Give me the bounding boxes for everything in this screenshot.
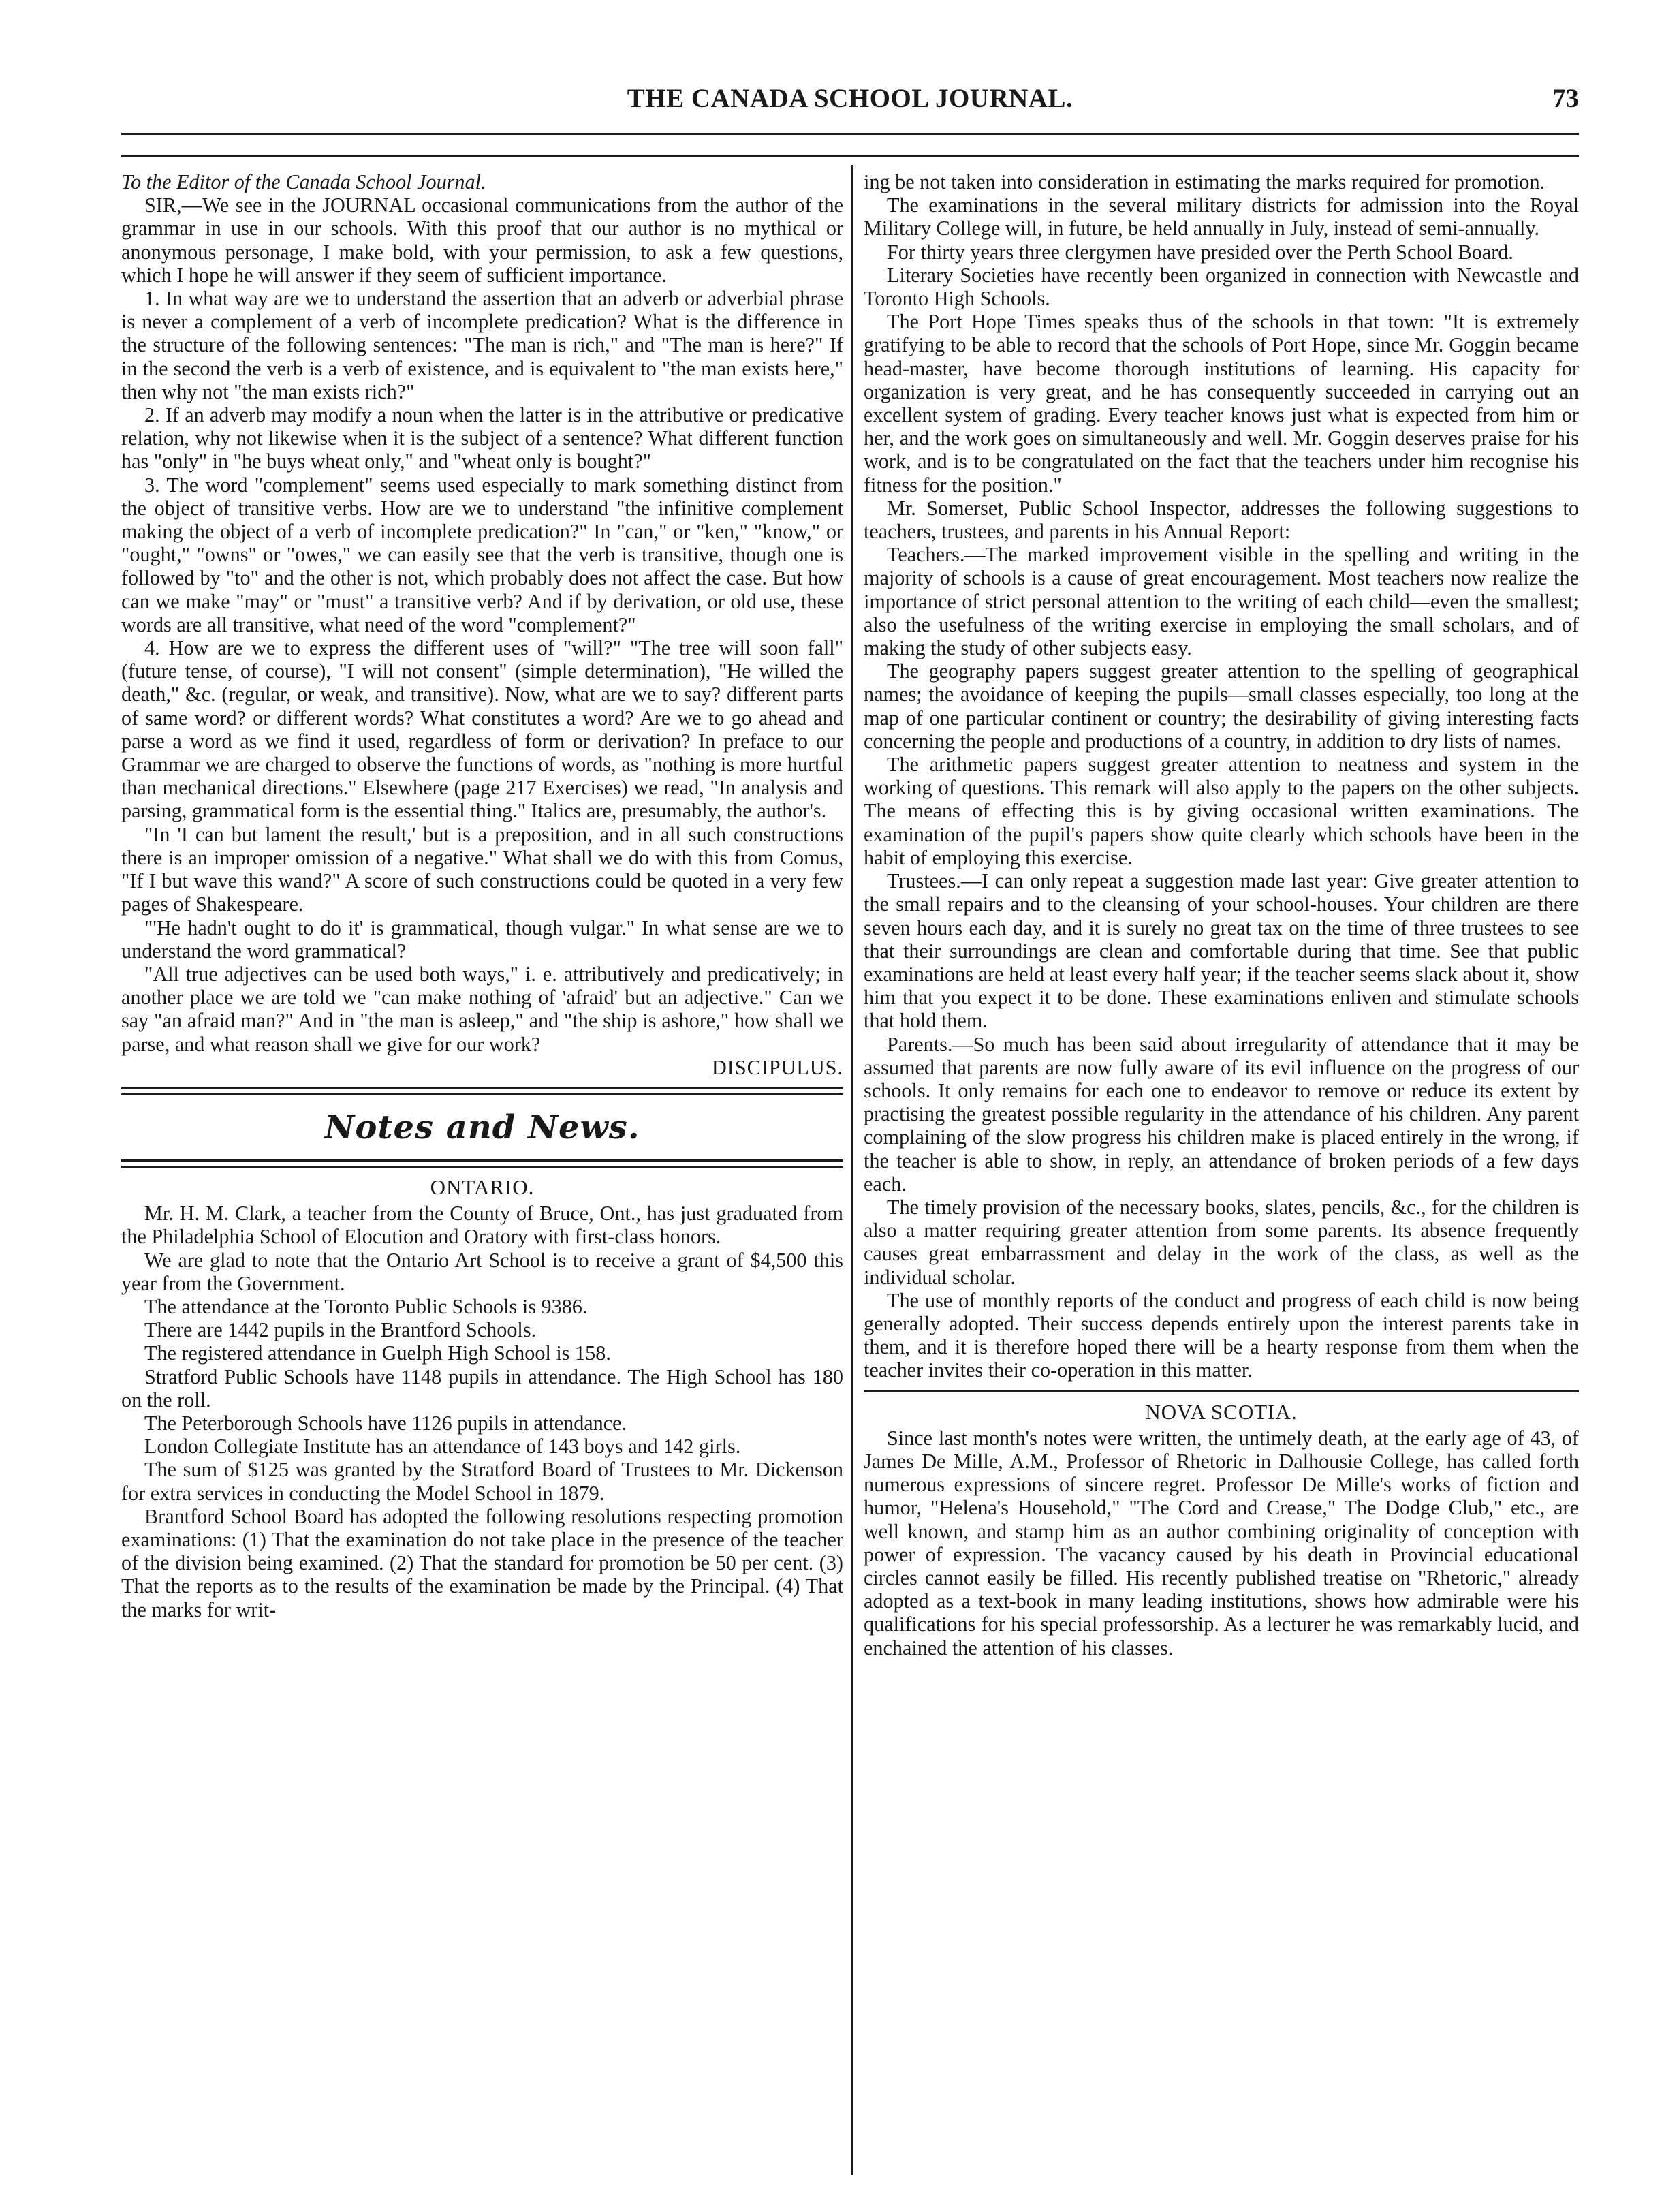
letter-paragraph: "'He hadn't ought to do it' is grammatical, though vulgar." In what sense are we to understand the word grammatical? [121, 916, 843, 963]
news-item: Brantford School Board has adopted the following resolutions respecting promotion examinations: (1) That the examination do not take place in the presence of the teacher of the division being examined. (2) That the standard for promotion be 50 per cent. (3) That the reports as to the results of the examination be made by the Principal. (4) That the marks for writ- [121, 1504, 843, 1621]
letter-paragraph: 3. The word "complement" seems used especially to mark something distinct from the object of transitive verbs. How are we to understand "the infinitive complement making the object of a verb of incomplete predication?" In "can," or "ken," "know," or "ought," "owns" or "owes," we can easily see that the verb is transitive, though one is followed by "to" and the other is not, which probably does not affect the case. But how can we make "may" or "must" a transitive verb? And if by derivation, or old use, these words are all transitive, what need of the word "complement?" [121, 473, 843, 636]
right-column [864, 170, 1579, 1660]
section-title: Notes and News. [324, 1108, 640, 1147]
news-item: London Collegiate Institute has an attendance of 143 boys and 142 girls. [144, 1435, 741, 1459]
ontario-news [121, 1202, 843, 1621]
news-item: For thirty years three clergymen have presided over the Perth School Board. [887, 240, 1513, 264]
news-item: We are glad to note that the Ontario Art School is to receive a grant of $4,500 this year from the Government. [121, 1248, 843, 1295]
news-item: There are 1442 pupils in the Brantford Schools. [144, 1318, 537, 1342]
news-item: The examinations in the several military districts for admission into the Royal Military College will, in future, be held annually in July, instead of semi-annually. [864, 193, 1579, 240]
letter-paragraph: 4. How are we to express the different uses of "will?" "The tree will soon fall" (future tense, of course), "I will not consent" (simple determination), "He willed the death," &c. (regular, or weak, and transitive). Now, what are we to say? different parts of same word? or different words? What constitutes a word? Are we to go ahead and parse a word as we find it used, regardless of form or derivation? In preface to our Grammar we are charged to observe the functions of words, as "nothing is more hurtful than mechanical directions." Elsewhere (page 217 Exercises) we read, "In analysis and parsing, grammatical form is the essential thing." Italics are, presumably, the author's. [121, 636, 843, 823]
news-item: Teachers.—The marked improvement visible in the spelling and writing in the majority of schools is a cause of great encouragement. Most teachers now realize the importance of strict personal attention to the writing of each child—even the smallest; also the usefulness of the writing exercise in employing the small scholars, and of making the study of other subjects easy. [864, 543, 1579, 660]
letter-salutation: To the Editor of the Canada School Journal. [121, 170, 486, 193]
news-item: Mr. H. M. Clark, a teacher from the County of Bruce, Ont., has just graduated from the Philadelphia School of Elocution and Oratory with first-class honors. [121, 1202, 843, 1249]
section-rule-lower [121, 1159, 843, 1168]
column-divider [851, 165, 853, 2175]
news-item: The registered attendance in Guelph High School is 158. [144, 1341, 611, 1365]
news-item: The use of monthly reports of the conduct and progress of each child is now being generally adopted. Their success depends entirely upon the interest parents take in them, and it is therefore hoped there will be a hearty response from them when the teacher invites their co-operation in this matter. [864, 1288, 1579, 1382]
left-column [121, 170, 843, 1621]
letter-paragraph: SIR,—We see in the JOURNAL occasional communications from the author of the grammar in use in our schools. With this proof that our author is no mythical or anonymous personage, I make bold, with your permission, to ask a few questions, which I hope he will answer if they seem of sufficient importance. [121, 193, 843, 287]
news-item: The timely provision of the necessary books, slates, pencils, &c., for the children is also a matter requiring greater attention from some parents. Its absence frequently causes great embarrassment and delay in the work of the class, as well as the individual scholar. [864, 1195, 1579, 1289]
news-item: Parents.—So much has been said about irregularity of attendance that it may be assumed that parents are now fully aware of its evil influence on the progress of our schools. It only remains for each one to endeavor to remove or reduce its extent by practising the greatest possible regularity in the attendance of his children. Any parent complaining of the slow progress his children make is placed entirely in the wrong, if the teacher is able to show, in reply, an attendance of broken periods of a few days each. [864, 1032, 1579, 1196]
news-item: The Peterborough Schools have 1126 pupils in attendance. [144, 1411, 627, 1435]
letter-paragraph: "All true adjectives can be used both ways," i. e. attributively and predicatively; in another place we are told we "can make nothing of 'afraid' but an adjective." Can we say "an afraid man?" And in "the man is asleep," and "the ship is ashore," how shall we parse, and what reason shall we give for our work? [121, 962, 843, 1056]
letter-paragraph: "In 'I can but lament the result,' but is a preposition, and in all such constructions there is an improper omission of a negative." What shall we do with this from Comus, "If I but wave this wand?" A score of such constructions could be quoted in a very few pages of Shakespeare. [121, 822, 843, 916]
page-header [121, 80, 1579, 121]
news-item: Literary Societies have recently been organized in connection with Newcastle and Toronto High Schools. [864, 263, 1579, 311]
header-rule [121, 133, 1579, 135]
news-item: ing be not taken into consideration in estimating the marks required for promotion. [864, 170, 1545, 193]
news-item: The attendance at the Toronto Public Schools is 9386. [144, 1294, 588, 1318]
nova-scotia-heading: NOVA SCOTIA. [1145, 1399, 1298, 1424]
page-number: 73 [1552, 84, 1579, 113]
nova-scotia-rule [864, 1390, 1579, 1392]
ontario-heading: ONTARIO. [430, 1174, 535, 1199]
news-item: The arithmetic papers suggest greater attention to neatness and system in the working of questions. This remark will also apply to the papers on the other subjects. The means of effecting this is by giving occasional written examinations. The examination of the pupil's papers show quite clearly which schools have been in the habit of employing this exercise. [864, 753, 1579, 869]
news-item: The geography papers suggest greater attention to the spelling of geographical names; the avoidance of keeping the pupils—small classes especially, too long at the map of one particular continent or country; the desirability of giving interesting facts concerning the people and productions of a country, in addition to dry lists of names. [864, 659, 1579, 753]
news-item: Mr. Somerset, Public School Inspector, addresses the following suggestions to teachers, trustees, and parents in his Annual Report: [864, 496, 1579, 544]
letter-body [121, 193, 843, 1056]
section-rule-upper [121, 1087, 843, 1095]
header-rule-lower [121, 155, 1579, 157]
news-item: The sum of $125 was granted by the Stratford Board of Trustees to Mr. Dickenson for extra services in conducting the Model School in 1879. [121, 1458, 843, 1505]
journal-title: THE CANADA SCHOOL JOURNAL. [627, 84, 1073, 113]
letter-paragraph: 2. If an adverb may modify a noun when the latter is in the attributive or predicative relation, why not likewise when it is the subject of a sentence? What different function has "only" in "he buys wheat only," and "wheat only is bought?" [121, 403, 843, 473]
news-item: Stratford Public Schools have 1148 pupils in attendance. The High School has 180 on the roll. [121, 1365, 843, 1412]
news-item: Trustees.—I can only repeat a suggestion made last year: Give greater attention to the small repairs and to the cleansing of your school-houses. Your children are there seven hours each day, and it is surely no great tax on the time of three trustees to see that their surroundings are clean and comfortable during that time. See that public examinations are held at least every half year; if the teacher seems slack about it, show him that you expect it to be done. These examinations enliven and stimulate schools that hold them. [864, 869, 1579, 1033]
letter-signature: DISCIPULUS. [712, 1055, 843, 1079]
news-item: Since last month's notes were written, the untimely death, at the early age of 43, of James De Mille, A.M., Professor of Rhetoric in Dalhousie College, has called forth numerous expressions of sincere regret. Professor De Mille's works of fiction and humor, "Helena's Household," "The Cord and Crease," The Dodge Club," etc., are well known, and stamp him as an author combining originality of conception with power of expression. The vacancy caused by his death in Provincial educational circles cannot easily be filled. His recently published treatise on "Rhetoric," already adopted as a text-book in many leading institutions, shows how admirable were his qualifications for his special professorship. As a lecturer he was remarkably lucid, and enchained the attention of his classes. [864, 1426, 1579, 1660]
letter-paragraph: 1. In what way are we to understand the assertion that an adverb or adverbial phrase is never a complement of a verb of incomplete predication? What is the difference in the structure of the following sentences: "The man is rich," and "The man is here?" If in the second the verb is a verb of existence, and is equivalent to "the man exists here," then why not "the man exists rich?" [121, 287, 843, 403]
news-item: The Port Hope Times speaks thus of the schools in that town: "It is extremely gratifying to be able to record that the schools of Port Hope, since Mr. Goggin became head-master, have become thorough institutions of learning. His capacity for organization is very great, and he has consequently succeeded in carrying out an excellent system of grading. Every teacher knows just what is expected from him or her, and the work goes on simultaneously and well. Mr. Goggin deserves praise for his work, and is to be congratulated on the fact that the teachers under him recognise his fitness for the position." [864, 310, 1579, 497]
